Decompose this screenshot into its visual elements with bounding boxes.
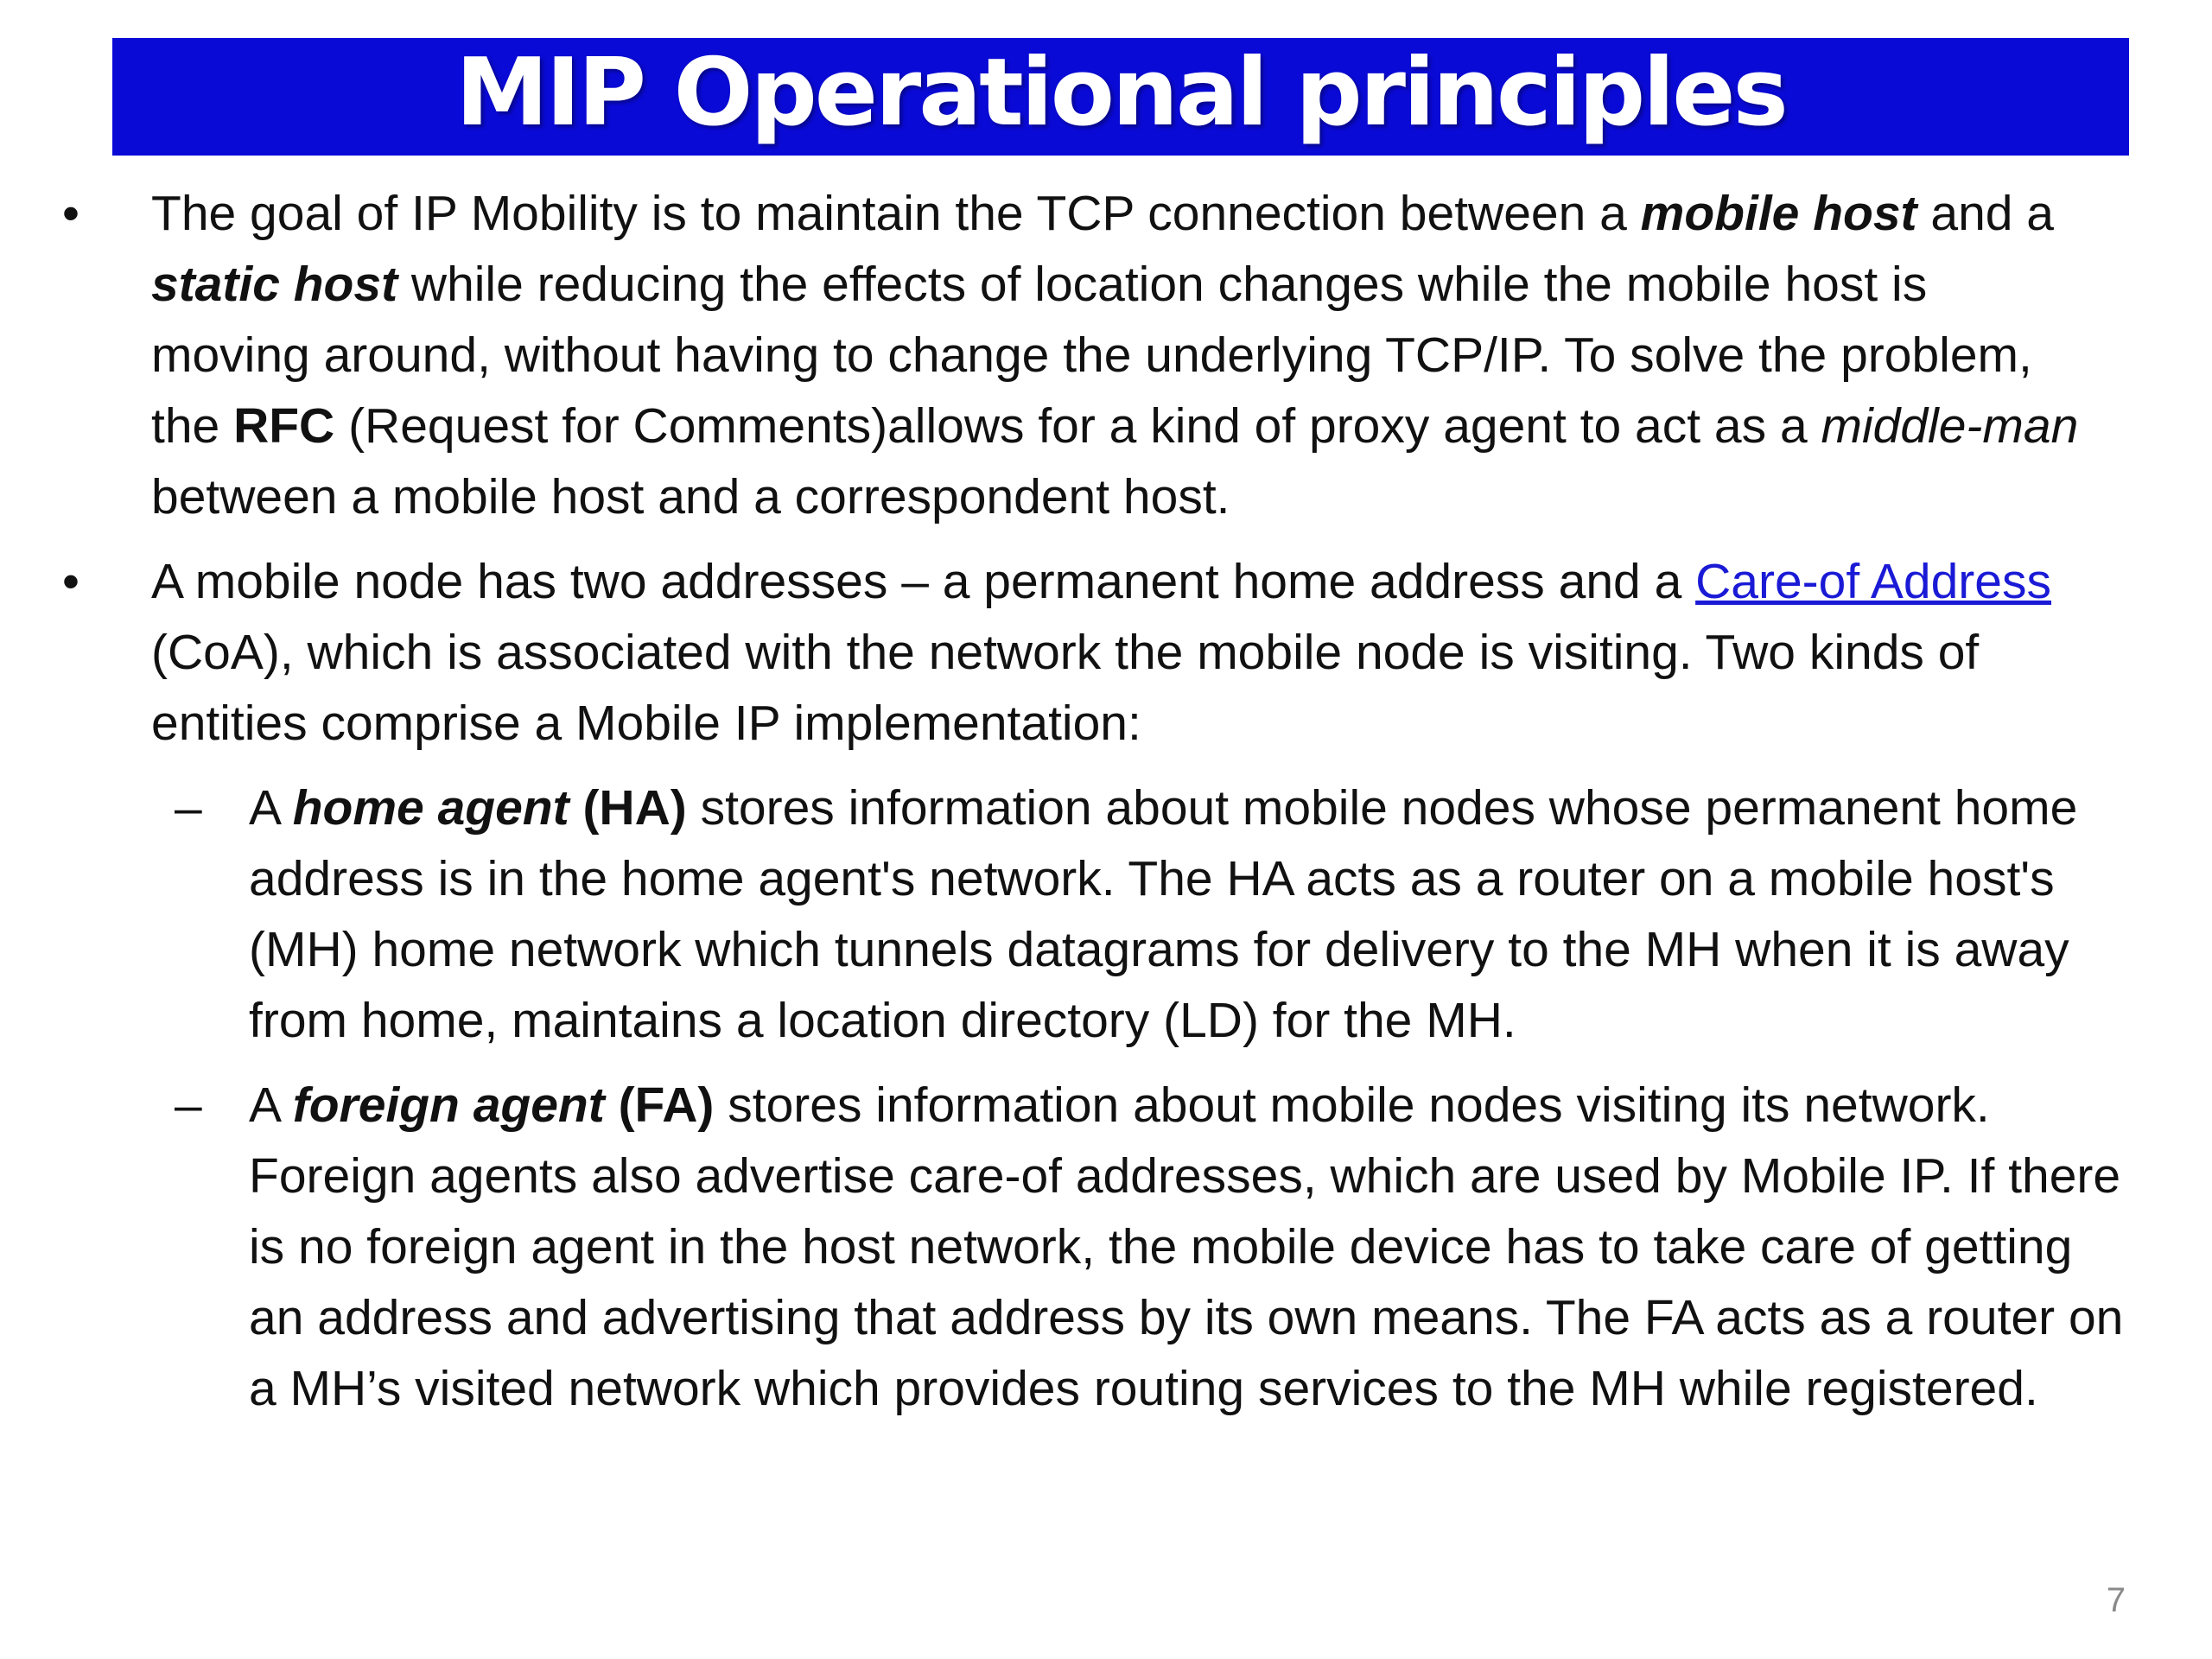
sub-bullet-foreign-agent xyxy=(0,1070,2137,1424)
bullet-item-1 xyxy=(0,178,2087,532)
slide-title: MIP Operational principles xyxy=(455,39,1786,147)
dash-marker-icon: – xyxy=(175,1077,202,1133)
bullet-1-text-2: and a xyxy=(1916,186,2055,241)
bullet-1-static-host: static host xyxy=(151,257,398,312)
sub-2-text-2: stores information about mobile nodes visiting its network. Foreign agents also advertise care-of addresses, which are used by Mobile IP. If there is no foreign agent in the host network, the mobile device has to take care of getting an address and advertising that address by its own means. The FA acts as a router on a MH’s visited network which provides routing services to the MH while registered. xyxy=(249,1077,2124,1416)
bullet-dot-icon: • xyxy=(62,186,79,241)
bullet-1-text-5: between a mobile host and a correspondent host. xyxy=(151,469,1230,524)
sub-1-text-1: A xyxy=(249,780,293,836)
bullet-item-2 xyxy=(0,546,2087,759)
sub-2-foreign-agent: foreign agent xyxy=(292,1077,605,1133)
bullet-1-mobile-host: mobile host xyxy=(1640,186,1917,241)
title-bar xyxy=(112,38,2129,156)
slide-content xyxy=(0,178,2212,1424)
bullet-dot-icon: • xyxy=(62,554,79,609)
care-of-address-link[interactable]: Care-of Address xyxy=(1695,554,2051,609)
sub-2-fa: (FA) xyxy=(618,1077,715,1133)
bullet-1-text-3: while reducing the effects of location changes while the mobile host is moving around, without having to change the underlying TCP/IP. To solve the problem, the xyxy=(151,257,2032,454)
bullet-1-text-1: The goal of IP Mobility is to maintain the TCP connection between a xyxy=(151,186,1641,241)
bullet-2-text-1: A mobile node has two addresses – a permanent home address and a xyxy=(151,554,1696,609)
sub-2-text-1: A xyxy=(249,1077,293,1133)
bullet-1-rfc: RFC xyxy=(233,398,335,454)
sub-bullet-home-agent xyxy=(0,772,2137,1056)
sub-2-space xyxy=(605,1077,619,1133)
dash-marker-icon: – xyxy=(175,780,202,836)
sub-1-space xyxy=(569,780,583,836)
bullet-1-text-4: (Request for Comments)allows for a kind of proxy agent to act as a xyxy=(334,398,1821,454)
sub-1-home-agent: home agent xyxy=(292,780,569,836)
bullet-1-middle-man: middle-man xyxy=(1821,398,2079,454)
sub-1-ha: (HA) xyxy=(582,780,687,836)
bullet-2-text-2: (CoA), which is associated with the network the mobile node is visiting. Two kinds of entities comprise a Mobile IP implementation: xyxy=(151,625,1980,751)
page-number: 7 xyxy=(2106,1581,2126,1619)
sub-1-text-2: stores information about mobile nodes whose permanent home address is in the home agent's network. The HA acts as a router on a mobile host's (MH) home network which tunnels datagrams for delivery to the MH when it is away from home, maintains a location directory (LD) for the MH. xyxy=(249,780,2078,1048)
